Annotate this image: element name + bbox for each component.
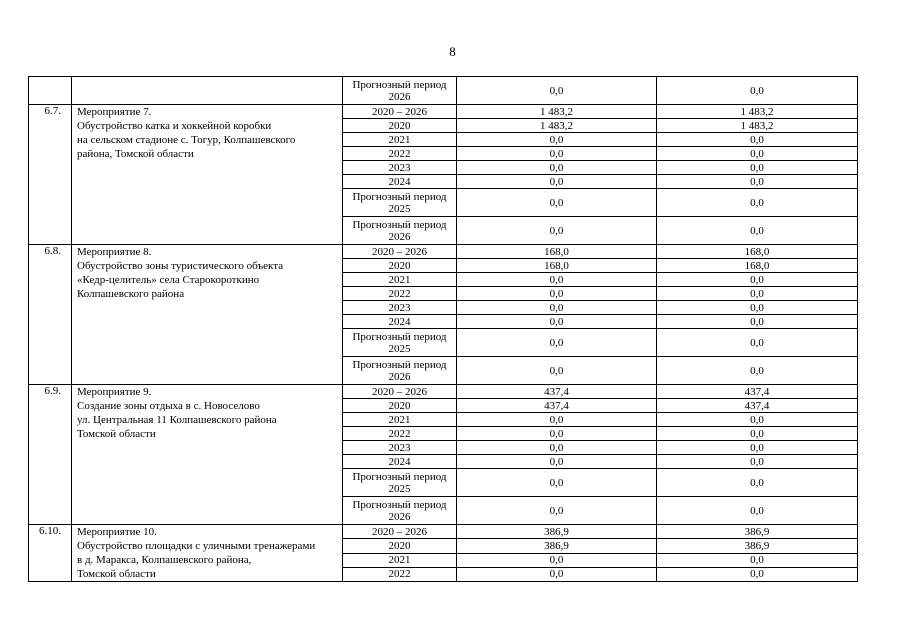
cell-value-a: 0,0 xyxy=(457,175,657,189)
cell-value-a: 0,0 xyxy=(457,287,657,301)
cell-value-a: 0,0 xyxy=(457,217,657,245)
cell-value-b: 168,0 xyxy=(657,259,858,273)
cell-period xyxy=(343,245,457,259)
period-line: 2025 xyxy=(388,342,411,355)
page-number: 8 xyxy=(449,44,456,59)
cell-value-b: 0,0 xyxy=(657,147,858,161)
cell-value-b: 0,0 xyxy=(657,497,858,525)
table-row xyxy=(29,245,858,259)
cell-value-b: 386,9 xyxy=(657,539,858,553)
item-title-line: района, Томской области xyxy=(77,148,194,160)
cell-period xyxy=(343,175,457,189)
period-line: 2022 xyxy=(388,427,411,440)
cell-value-b: 0,0 xyxy=(657,413,858,427)
cell-period xyxy=(343,315,457,329)
period-line: 2021 xyxy=(388,273,411,286)
item-title-line: ул. Центральная 11 Колпашевского района xyxy=(77,414,277,426)
cell-value-b: 437,4 xyxy=(657,385,858,399)
cell-value-b: 0,0 xyxy=(657,329,858,357)
item-number: 6.10. xyxy=(29,525,72,582)
cell-value-b: 0,0 xyxy=(657,455,858,469)
cell-value-a: 0,0 xyxy=(457,357,657,385)
cell-value-b: 0,0 xyxy=(657,469,858,497)
cell-value-b: 1 483,2 xyxy=(657,119,858,133)
period-line: 2023 xyxy=(388,441,411,454)
item-title-line: Томской области xyxy=(77,568,156,580)
item-number: 6.8. xyxy=(29,245,72,385)
table-row-continued xyxy=(29,77,858,105)
period-line: 2022 xyxy=(388,147,411,160)
cell-period xyxy=(343,455,457,469)
period-line: 2026 xyxy=(388,370,411,383)
item-title xyxy=(72,385,343,525)
cell-value-b: 0,0 xyxy=(657,161,858,175)
cell-value-a: 0,0 xyxy=(457,441,657,455)
item-title xyxy=(72,525,343,582)
period-line: 2024 xyxy=(388,455,411,468)
cell-period xyxy=(343,567,457,581)
cell-period xyxy=(343,329,457,357)
cell-period xyxy=(343,385,457,399)
period-line: Прогнозный период xyxy=(352,330,447,343)
cell-value-a: 0,0 xyxy=(457,427,657,441)
period-line: Прогнозный период xyxy=(352,470,447,483)
period-line: Прогнозный период xyxy=(352,190,447,203)
cell-value-a: 0,0 xyxy=(457,329,657,357)
item-title-line: Обустройство площадки с уличными тренажерами xyxy=(77,540,316,552)
cell-value-a: 0,0 xyxy=(457,497,657,525)
cell-value-a: 0,0 xyxy=(457,273,657,287)
cell-period xyxy=(343,287,457,301)
item-title-line: в д. Маракса, Колпашевского района, xyxy=(77,554,252,566)
cell-period xyxy=(343,105,457,119)
cell-period xyxy=(343,259,457,273)
table-row xyxy=(29,105,858,119)
period-line: 2020 xyxy=(388,399,411,412)
cell-value-b: 0,0 xyxy=(657,287,858,301)
item-title-line: Мероприятие 10. xyxy=(77,526,157,538)
cell-period xyxy=(343,525,457,539)
period-line: 2021 xyxy=(388,133,411,146)
cell-value-a: 386,9 xyxy=(457,539,657,553)
item-title-line: Мероприятие 7. xyxy=(77,106,152,118)
cell-value-b: 386,9 xyxy=(657,525,858,539)
cell-value-b: 0,0 xyxy=(657,217,858,245)
item-title-line: Создание зоны отдыха в с. Новоселово xyxy=(77,400,260,412)
period-line: 2026 xyxy=(388,230,411,243)
cell-value-a: 168,0 xyxy=(457,259,657,273)
item-title xyxy=(72,105,343,245)
cell-value-a: 0,0 xyxy=(457,301,657,315)
cell-value-a: 0,0 xyxy=(457,189,657,217)
cell-value-a: 0,0 xyxy=(457,455,657,469)
cell-period xyxy=(343,539,457,553)
cell-value-a: 386,9 xyxy=(457,525,657,539)
cell-value-a: 0,0 xyxy=(457,161,657,175)
item-title-line: Колпашевского района xyxy=(77,288,185,300)
period-line: Прогнозный период xyxy=(352,498,447,511)
period-line: Прогнозный период xyxy=(352,218,447,231)
period-line: Прогнозный период xyxy=(352,78,447,91)
cell-value-b: 168,0 xyxy=(657,245,858,259)
period-line: 2020 – 2026 xyxy=(372,105,427,118)
period-line: 2020 – 2026 xyxy=(372,525,427,538)
cell-period xyxy=(343,301,457,315)
period-line: 2026 xyxy=(388,90,411,103)
period-line: 2023 xyxy=(388,161,411,174)
cell-value-b: 0,0 xyxy=(657,133,858,147)
cell-value-a: 1 483,2 xyxy=(457,105,657,119)
cell-value-b: 0,0 xyxy=(657,189,858,217)
period-line: 2020 – 2026 xyxy=(372,245,427,258)
period-line: 2020 xyxy=(388,259,411,272)
cell-value-b: 0,0 xyxy=(657,77,858,105)
budget-table-body xyxy=(29,77,858,582)
cell-period xyxy=(343,77,457,105)
cell-period xyxy=(343,119,457,133)
cell-value-b: 1 483,2 xyxy=(657,105,858,119)
cell-value-a: 437,4 xyxy=(457,399,657,413)
cell-period xyxy=(343,427,457,441)
cell-num-empty xyxy=(29,77,72,105)
period-line: 2026 xyxy=(388,510,411,523)
cell-value-b: 437,4 xyxy=(657,399,858,413)
cell-value-a: 0,0 xyxy=(457,553,657,567)
cell-period xyxy=(343,133,457,147)
cell-period xyxy=(343,553,457,567)
item-title-line: Томской области xyxy=(77,428,156,440)
period-line: 2024 xyxy=(388,315,411,328)
item-title-line: «Кедр-целитель» села Старокороткино xyxy=(77,274,260,286)
cell-period xyxy=(343,273,457,287)
cell-period xyxy=(343,357,457,385)
cell-value-b: 0,0 xyxy=(657,427,858,441)
period-line: 2023 xyxy=(388,301,411,314)
cell-title-empty xyxy=(72,77,343,105)
cell-value-a: 1 483,2 xyxy=(457,119,657,133)
period-line: 2024 xyxy=(388,175,411,188)
period-line: 2022 xyxy=(388,287,411,300)
cell-period xyxy=(343,469,457,497)
item-title-line: Мероприятие 8. xyxy=(77,246,152,258)
cell-value-b: 0,0 xyxy=(657,175,858,189)
period-line: 2021 xyxy=(388,554,411,567)
budget-table xyxy=(28,76,858,582)
cell-value-a: 0,0 xyxy=(457,469,657,497)
period-line: 2020 xyxy=(388,119,411,132)
cell-value-b: 0,0 xyxy=(657,441,858,455)
cell-value-b: 0,0 xyxy=(657,273,858,287)
cell-period xyxy=(343,189,457,217)
period-line: Прогнозный период xyxy=(352,358,447,371)
cell-period xyxy=(343,413,457,427)
cell-period xyxy=(343,441,457,455)
cell-period xyxy=(343,497,457,525)
cell-value-b: 0,0 xyxy=(657,301,858,315)
cell-value-b: 0,0 xyxy=(657,553,858,567)
cell-value-b: 0,0 xyxy=(657,567,858,581)
cell-value-b: 0,0 xyxy=(657,315,858,329)
cell-value-a: 437,4 xyxy=(457,385,657,399)
table-row xyxy=(29,385,858,399)
item-title-line: на сельском стадионе с. Тогур, Колпашевского xyxy=(77,134,296,146)
cell-value-a: 0,0 xyxy=(457,147,657,161)
item-title xyxy=(72,245,343,385)
cell-period xyxy=(343,399,457,413)
cell-value-a: 0,0 xyxy=(457,567,657,581)
period-line: 2021 xyxy=(388,413,411,426)
item-number: 6.9. xyxy=(29,385,72,525)
item-title-line: Обустройство зоны туристического объекта xyxy=(77,260,284,272)
period-line: 2025 xyxy=(388,482,411,495)
period-line: 2025 xyxy=(388,202,411,215)
period-line: 2020 xyxy=(388,539,411,552)
table-row xyxy=(29,525,858,539)
cell-value-b: 0,0 xyxy=(657,357,858,385)
item-title-line: Обустройство катка и хоккейной коробки xyxy=(77,120,272,132)
cell-value-a: 0,0 xyxy=(457,133,657,147)
period-line: 2020 – 2026 xyxy=(372,385,427,398)
cell-period xyxy=(343,217,457,245)
cell-value-a: 0,0 xyxy=(457,77,657,105)
cell-value-a: 168,0 xyxy=(457,245,657,259)
item-title-line: Мероприятие 9. xyxy=(77,386,152,398)
period-line: 2022 xyxy=(388,568,411,581)
cell-period xyxy=(343,147,457,161)
item-number: 6.7. xyxy=(29,105,72,245)
cell-value-a: 0,0 xyxy=(457,413,657,427)
cell-value-a: 0,0 xyxy=(457,315,657,329)
cell-period xyxy=(343,161,457,175)
